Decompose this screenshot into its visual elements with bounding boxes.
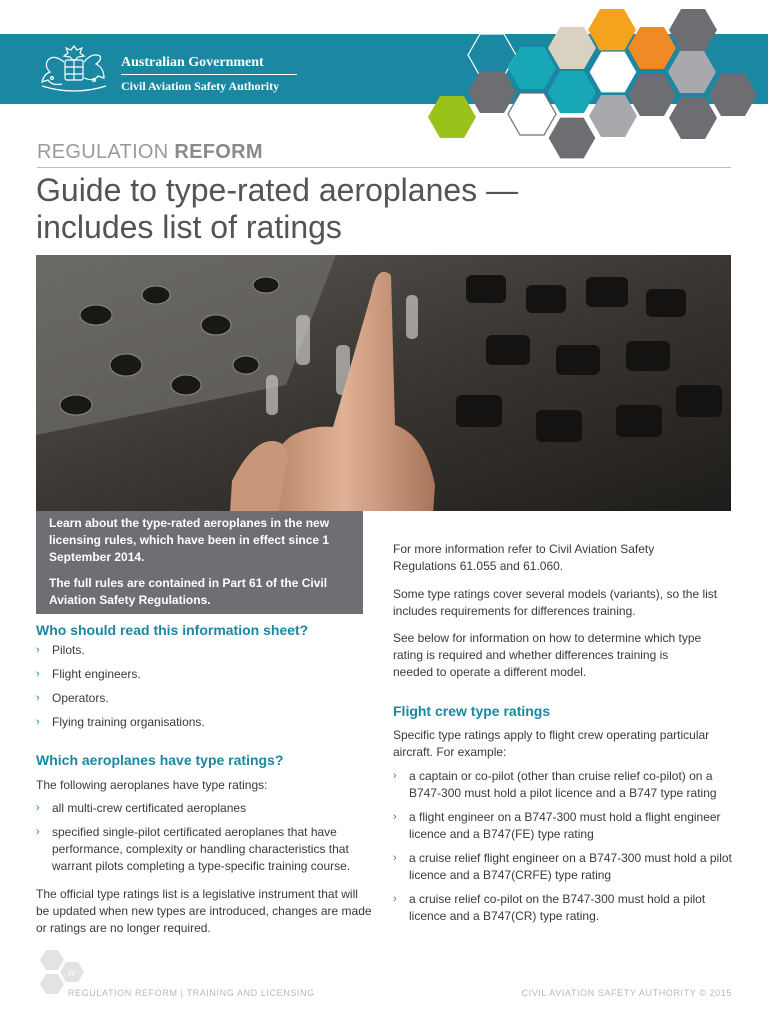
title-line-1: Guide to type-rated aeroplanes — (36, 172, 519, 208)
chevron-right-icon: › (36, 692, 40, 704)
chevron-right-icon: › (393, 893, 397, 905)
crew-intro: Specific type ratings apply to flight crew operating particular aircraft. For example: (393, 728, 710, 759)
coat-of-arms-icon (34, 40, 114, 96)
header-divider (121, 74, 297, 75)
chevron-right-icon: › (36, 826, 40, 838)
list-item: › Pilots. (36, 643, 85, 657)
series-prefix: REGULATION (37, 141, 169, 163)
title-line-2: includes list of ratings (36, 209, 342, 245)
list-item: › Flying training organisations. (36, 715, 205, 729)
which-outro: The official type ratings list is a legislative instrument that will be updated when new types are introduced, changes are made or ratings are no longer required. (36, 887, 372, 935)
list-item: › specified single-pilot certificated aeroplanes that have performance, complexity or handling characteristics that warrant pilots completing a type-specific training course. (36, 825, 351, 873)
svg-text:rr: rr (68, 968, 76, 979)
hexagon-pattern (400, 0, 768, 170)
footer-left-text: REGULATION REFORM | TRAINING AND LICENSING (68, 988, 315, 998)
chevron-right-icon: › (36, 802, 40, 814)
who-list (36, 642, 356, 731)
crew-list (393, 768, 738, 925)
heading-which-aeroplanes: Which aeroplanes have type ratings? (36, 752, 284, 768)
hero-cockpit-photo (36, 255, 731, 511)
which-list (36, 800, 366, 875)
chevron-right-icon: › (36, 668, 40, 680)
chevron-right-icon: › (393, 852, 397, 864)
intro-callout (36, 511, 363, 614)
callout-paragraph-1: Learn about the type-rated aeroplanes in the new licensing rules, which have been in effect since 1 September 2014. (49, 516, 330, 564)
chevron-right-icon: › (393, 811, 397, 823)
series-label (37, 141, 263, 164)
list-item: › a flight engineer on a B747-300 must hold a flight engineer licence and a B747(FE) type rating (393, 810, 721, 841)
callout-paragraph-2: The full rules are contained in Part 61 of the Civil Aviation Safety Regulations. (49, 576, 328, 607)
list-item: › a cruise relief flight engineer on a B747-300 must hold a pilot licence and a B747(CRFE) type rating (393, 851, 732, 882)
chevron-right-icon: › (393, 770, 397, 782)
footer-right-text: CIVIL AVIATION SAFETY AUTHORITY © 2015 (521, 988, 732, 998)
series-emphasis: REFORM (174, 141, 263, 163)
chevron-right-icon: › (36, 716, 40, 728)
heading-who-should-read: Who should read this information sheet? (36, 622, 309, 638)
more-info-paragraph: For more information refer to Civil Aviation Safety Regulations 61.055 and 61.060. (393, 542, 655, 573)
list-item: › a cruise relief co-pilot on the B747-300 must hold a pilot licence and a B747(CR) type rating. (393, 892, 706, 923)
heading-flight-crew-type-ratings: Flight crew type ratings (393, 703, 551, 719)
list-item: › Flight engineers. (36, 667, 141, 681)
determine-paragraph: See below for information on how to determine which type rating is required and whether differences training is needed to operate a different model. (393, 631, 702, 679)
chevron-right-icon: › (36, 644, 40, 656)
government-title: Australian Government (121, 55, 264, 70)
series-divider (37, 167, 731, 168)
agency-name: Civil Aviation Safety Authority (121, 79, 280, 93)
list-item: › Operators. (36, 691, 109, 705)
list-item: › a captain or co-pilot (other than cruise relief co-pilot) on a B747-300 must hold a pilot licence and a B747 type rating (393, 769, 717, 800)
page-title (36, 172, 656, 246)
variants-paragraph: Some type ratings cover several models (variants), so the list includes requirements for differences training. (393, 587, 718, 618)
which-intro: The following aeroplanes have type ratings: (36, 778, 268, 792)
list-item: › all multi-crew certificated aeroplanes (36, 801, 247, 815)
